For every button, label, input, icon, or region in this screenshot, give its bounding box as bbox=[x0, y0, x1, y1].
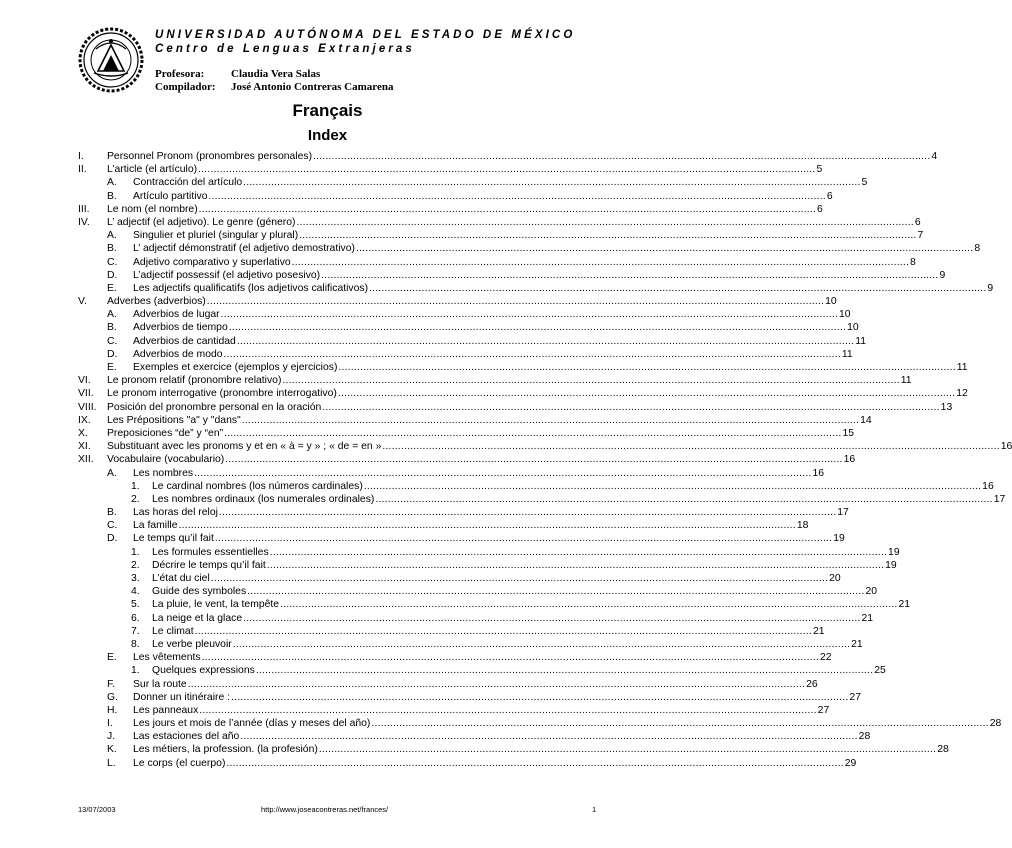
toc-number: D. bbox=[107, 348, 118, 360]
toc-number: VI. bbox=[78, 375, 91, 387]
toc-page-number: 22 bbox=[819, 652, 832, 664]
toc-leader-dots: ........................................................................................................................................................................................................ bbox=[228, 322, 847, 334]
toc-number: 3. bbox=[131, 573, 140, 584]
toc-entry[interactable] bbox=[107, 401, 953, 414]
toc-entry[interactable] bbox=[133, 361, 968, 374]
toc-leader-dots: ........................................................................................................................................................................................................ bbox=[224, 427, 842, 439]
toc-number: D. bbox=[107, 533, 118, 545]
toc-page-number: 16 bbox=[982, 480, 994, 492]
toc-page-number: 13 bbox=[940, 401, 953, 413]
toc-entry-text: Adverbios de cantidad bbox=[133, 335, 236, 347]
toc-number: II. bbox=[78, 164, 87, 176]
toc-entry[interactable] bbox=[133, 678, 818, 691]
toc-row[interactable] bbox=[0, 598, 911, 611]
toc-row[interactable] bbox=[0, 612, 874, 625]
toc-entry[interactable] bbox=[152, 559, 897, 572]
toc-page-number: 11 bbox=[855, 335, 866, 347]
toc-row[interactable] bbox=[0, 308, 851, 321]
toc-row[interactable] bbox=[0, 678, 818, 691]
toc-row[interactable] bbox=[0, 664, 886, 677]
toc-entry[interactable] bbox=[133, 242, 981, 255]
toc-entry-text: Las horas del reloj bbox=[133, 507, 218, 519]
toc-number: B. bbox=[107, 243, 117, 255]
toc-entry-text: La pluie, le vent, la tempête bbox=[152, 599, 280, 611]
toc-number: 1. bbox=[131, 546, 140, 558]
toc-entry-text: Le pronom interrogative (pronombre interrogativo) bbox=[107, 388, 337, 400]
toc-leader-dots: ........................................................................................................................................................................................................ bbox=[231, 691, 849, 703]
toc-entry-text: Adverbios de modo bbox=[133, 348, 223, 360]
toc-page-number: 25 bbox=[874, 665, 886, 677]
toc-row[interactable] bbox=[0, 480, 994, 493]
toc-entry[interactable] bbox=[133, 651, 832, 664]
toc-number: K. bbox=[107, 744, 117, 756]
toc-leader-dots: ........................................................................................................................................................................................................ bbox=[280, 599, 898, 611]
toc-leader-dots: ........................................................................................................................................................................................................ bbox=[220, 309, 839, 321]
toc-page-number: 5 bbox=[861, 177, 868, 189]
toc-page-number: 6 bbox=[914, 216, 921, 228]
toc-number: E. bbox=[107, 362, 117, 373]
toc-row[interactable] bbox=[0, 427, 855, 440]
toc-leader-dots: ........................................................................................................................................................................................................ bbox=[225, 454, 843, 466]
toc-entry[interactable] bbox=[133, 704, 830, 717]
footer-date: 13/07/2003 bbox=[78, 805, 116, 814]
toc-page-number: 16 bbox=[843, 454, 856, 466]
toc-row[interactable] bbox=[0, 743, 949, 756]
index-heading: Index bbox=[307, 127, 348, 144]
toc-number: G. bbox=[107, 691, 118, 703]
toc-entry-text: Les vêtements bbox=[133, 652, 201, 664]
toc-number: XI. bbox=[78, 441, 91, 453]
toc-entry[interactable] bbox=[133, 308, 851, 321]
toc-number: V. bbox=[78, 296, 87, 308]
toc-leader-dots: ........................................................................................................................................................................................................ bbox=[206, 296, 825, 308]
toc-entry[interactable] bbox=[133, 691, 861, 704]
toc-row[interactable] bbox=[0, 572, 841, 585]
toc-page-number: 9 bbox=[987, 282, 994, 294]
toc-leader-dots: ........................................................................................................................................................................................................ bbox=[240, 731, 858, 743]
toc-entry-text: Les nombres ordinaux (los numerales ordinales) bbox=[152, 493, 375, 505]
toc-page-number: 26 bbox=[806, 678, 818, 690]
toc-entry[interactable] bbox=[152, 598, 911, 611]
toc-entry[interactable] bbox=[133, 467, 825, 480]
toc-entry-text: Le nom (el nombre) bbox=[107, 203, 198, 215]
compiler-line bbox=[155, 81, 393, 93]
toc-entry[interactable] bbox=[152, 493, 1006, 506]
footer-page-number: 1 bbox=[592, 805, 597, 814]
toc-number: B. bbox=[107, 507, 117, 519]
toc-entry[interactable] bbox=[107, 295, 837, 308]
toc-row[interactable] bbox=[0, 519, 809, 532]
toc-entry-text: La famille bbox=[133, 520, 178, 532]
toc-leader-dots: ........................................................................................................................................................................................................ bbox=[198, 164, 816, 176]
toc-number: D. bbox=[107, 269, 118, 281]
toc-row[interactable] bbox=[0, 282, 994, 295]
toc-entry-text: L’article (el artículo) bbox=[107, 164, 198, 176]
toc-entry[interactable] bbox=[133, 256, 916, 269]
toc-page-number: 6 bbox=[817, 203, 823, 215]
toc-entry-text: Adverbios de tiempo bbox=[133, 322, 228, 334]
toc-row[interactable] bbox=[0, 295, 837, 308]
toc-page-number: 29 bbox=[844, 757, 857, 769]
toc-entry-text: Quelques expressions bbox=[152, 665, 255, 677]
toc-page-number: 12 bbox=[956, 388, 968, 400]
toc-number: 5. bbox=[131, 599, 140, 611]
toc-page-number: 5 bbox=[816, 164, 823, 176]
toc-number: 2. bbox=[131, 559, 140, 571]
toc-row[interactable] bbox=[0, 348, 853, 361]
toc-number: H. bbox=[107, 704, 118, 716]
toc-entry-text: Substituant avec les pronoms y et en « à = y » ; « de = en » bbox=[107, 441, 382, 453]
professor-label: Profesora: bbox=[155, 68, 205, 80]
toc-entry[interactable] bbox=[107, 150, 938, 163]
toc-row[interactable] bbox=[0, 335, 866, 348]
toc-page-number: 20 bbox=[829, 573, 841, 584]
toc-row[interactable] bbox=[0, 374, 912, 387]
toc-row[interactable] bbox=[0, 440, 1012, 453]
toc-row[interactable] bbox=[0, 150, 938, 163]
toc-row[interactable] bbox=[0, 532, 845, 545]
toc-page-number: 28 bbox=[989, 718, 1002, 730]
toc-page-number: 10 bbox=[847, 322, 859, 334]
toc-entry[interactable] bbox=[107, 453, 856, 466]
toc-leader-dots: ........................................................................................................................................................................................................ bbox=[243, 177, 861, 189]
toc-leader-dots: ........................................................................................................................................................................................................ bbox=[194, 625, 812, 637]
toc-page-number: 21 bbox=[898, 599, 911, 611]
compiler-name: José Antonio Contreras Camarena bbox=[231, 81, 394, 93]
toc-entry-text: L’ adjectif (el adjetivo). Le genre (género) bbox=[107, 216, 296, 228]
toc-row[interactable] bbox=[0, 625, 825, 638]
toc-entry-text: Les panneaux bbox=[133, 704, 199, 716]
toc-entry-text: Le pronom relatif (pronombre relativo) bbox=[107, 375, 282, 387]
toc-number: VII. bbox=[78, 388, 94, 400]
toc-entry[interactable] bbox=[152, 664, 886, 677]
toc-page-number: 17 bbox=[837, 507, 849, 519]
toc-entry[interactable] bbox=[152, 546, 900, 559]
toc-entry-text: Singulier et pluriel (singular y plural) bbox=[133, 230, 299, 242]
toc-row[interactable] bbox=[0, 269, 946, 282]
toc-page-number: 11 bbox=[956, 362, 968, 373]
toc-page-number: 21 bbox=[812, 625, 825, 637]
toc-number: A. bbox=[107, 309, 117, 321]
toc-entry[interactable] bbox=[133, 335, 866, 348]
toc-page-number: 11 bbox=[900, 375, 912, 387]
toc-leader-dots: ........................................................................................................................................................................................................ bbox=[241, 414, 860, 426]
toc-entry[interactable] bbox=[133, 757, 857, 770]
toc-leader-dots: ........................................................................................................................................................................................................ bbox=[371, 718, 989, 730]
toc-number: C. bbox=[107, 256, 118, 268]
toc-entry-text: Exemples et exercice (ejemplos y ejercicios) bbox=[133, 362, 338, 373]
toc-number: B. bbox=[107, 190, 117, 202]
toc-leader-dots: ........................................................................................................................................................................................................ bbox=[198, 203, 817, 215]
toc-leader-dots: ........................................................................................................................................................................................................ bbox=[201, 652, 819, 664]
toc-leader-dots: ........................................................................................................................................................................................................ bbox=[382, 441, 1000, 453]
toc-leader-dots: ........................................................................................................................................................................................................ bbox=[355, 243, 974, 255]
toc-leader-dots: ........................................................................................................................................................................................................ bbox=[218, 507, 837, 519]
toc-entry-text: Le temps qu’il fait bbox=[133, 533, 214, 545]
toc-row[interactable] bbox=[0, 361, 968, 374]
toc-number: XII. bbox=[78, 454, 94, 466]
toc-number: 6. bbox=[131, 612, 140, 624]
toc-row[interactable] bbox=[0, 242, 981, 255]
toc-row[interactable] bbox=[0, 585, 878, 598]
toc-page-number: 10 bbox=[825, 296, 837, 308]
toc-page-number: 19 bbox=[885, 559, 897, 571]
toc-entry-text: L’état du ciel bbox=[152, 573, 210, 584]
toc-number: I. bbox=[107, 718, 113, 730]
toc-page-number: 27 bbox=[849, 691, 861, 703]
footer-url[interactable]: http://www.joseacontreras.net/frances/ bbox=[261, 805, 389, 814]
toc-entry-text: Adjetivo comparativo y superlativo bbox=[133, 256, 291, 268]
toc-entry-text: Le cardinal nombres (los números cardinales) bbox=[152, 480, 363, 492]
toc-leader-dots: ........................................................................................................................................................................................................ bbox=[232, 638, 851, 650]
toc-leader-dots: ........................................................................................................................................................................................................ bbox=[236, 335, 855, 347]
toc-entry-text: Les jours et mois de l’année (días y meses del año) bbox=[133, 718, 371, 730]
toc-entry[interactable] bbox=[133, 190, 833, 203]
toc-entry[interactable] bbox=[133, 506, 849, 519]
toc-row[interactable] bbox=[0, 163, 823, 176]
professor-line bbox=[155, 68, 320, 80]
toc-number: 4. bbox=[131, 586, 140, 598]
toc-row[interactable] bbox=[0, 506, 849, 519]
toc-number: J. bbox=[107, 731, 116, 743]
toc-number: E. bbox=[107, 282, 117, 294]
toc-row[interactable] bbox=[0, 190, 833, 203]
toc-row[interactable] bbox=[0, 467, 825, 480]
toc-entry-text: Adverbes (adverbios) bbox=[107, 296, 206, 308]
toc-leader-dots: ........................................................................................................................................................................................................ bbox=[321, 269, 939, 281]
toc-leader-dots: ........................................................................................................................................................................................................ bbox=[194, 467, 812, 479]
toc-entry[interactable] bbox=[133, 269, 946, 282]
toc-leader-dots: ........................................................................................................................................................................................................ bbox=[296, 216, 914, 228]
toc-entry-text: Preposiciones “de” y “en” bbox=[107, 427, 224, 439]
toc-row[interactable] bbox=[0, 453, 856, 466]
toc-entry[interactable] bbox=[152, 625, 825, 638]
toc-row[interactable] bbox=[0, 730, 871, 743]
toc-page-number: 27 bbox=[817, 704, 830, 716]
toc-number: A. bbox=[107, 467, 117, 479]
toc-number: VIII. bbox=[78, 401, 97, 413]
toc-leader-dots: ........................................................................................................................................................................................................ bbox=[208, 190, 826, 202]
toc-page-number: 14 bbox=[860, 414, 872, 426]
toc-number: A. bbox=[107, 230, 117, 242]
toc-entry-text: Les adjectifs qualificatifs (los adjetivos calificativos) bbox=[133, 282, 369, 294]
professor-name: Claudia Vera Salas bbox=[231, 68, 321, 80]
toc-entry[interactable] bbox=[107, 374, 912, 387]
toc-page-number: 8 bbox=[910, 256, 916, 268]
university-name: UNIVERSIDAD AUTÓNOMA DEL ESTADO DE MÉXICO bbox=[155, 29, 576, 41]
toc-entry-text: Le verbe pleuvoir bbox=[152, 638, 232, 650]
toc-leader-dots: ........................................................................................................................................................................................................ bbox=[178, 520, 796, 532]
toc-entry-text: Guide des symboles bbox=[152, 586, 247, 598]
toc-number: 2. bbox=[131, 493, 140, 505]
toc-entry-text: Artículo partitivo bbox=[133, 190, 208, 202]
toc-number: III. bbox=[78, 203, 90, 215]
toc-number: C. bbox=[107, 335, 118, 347]
toc-entry[interactable] bbox=[133, 743, 949, 756]
toc-leader-dots: ........................................................................................................................................................................................................ bbox=[291, 256, 910, 268]
toc-entry-text: Les nombres bbox=[133, 467, 194, 479]
toc-entry[interactable] bbox=[133, 730, 871, 743]
toc-entry[interactable] bbox=[152, 638, 863, 651]
toc-leader-dots: ........................................................................................................................................................................................................ bbox=[318, 744, 937, 756]
toc-row[interactable] bbox=[0, 229, 924, 242]
toc-number: IX. bbox=[78, 414, 91, 426]
toc-entry[interactable] bbox=[133, 176, 868, 189]
toc-page-number: 4 bbox=[931, 151, 938, 162]
toc-number: I. bbox=[78, 151, 84, 162]
toc-number: 1. bbox=[131, 480, 140, 492]
toc-leader-dots: ........................................................................................................................................................................................................ bbox=[214, 533, 833, 545]
toc-entry-text: Les métiers, la profession. (la profesión) bbox=[133, 744, 318, 756]
toc-entry-text: Le climat bbox=[152, 625, 194, 637]
toc-page-number: 28 bbox=[858, 731, 871, 743]
toc-entry[interactable] bbox=[107, 203, 823, 216]
toc-leader-dots: ........................................................................................................................................................................................................ bbox=[223, 348, 841, 360]
toc-page-number: 21 bbox=[851, 638, 863, 650]
toc-page-number: 9 bbox=[939, 269, 946, 281]
toc-page-number: 16 bbox=[1000, 441, 1012, 453]
toc-page-number: 10 bbox=[839, 309, 851, 321]
toc-leader-dots: ........................................................................................................................................................................................................ bbox=[337, 388, 956, 400]
toc-row[interactable] bbox=[0, 559, 897, 572]
toc-entry-text: Adverbios de lugar bbox=[133, 309, 220, 321]
toc-leader-dots: ........................................................................................................................................................................................................ bbox=[210, 573, 829, 584]
toc-page-number: 6 bbox=[826, 190, 833, 202]
toc-page-number: 19 bbox=[833, 533, 845, 545]
toc-row[interactable] bbox=[0, 717, 1002, 730]
toc-leader-dots: ........................................................................................................................................................................................................ bbox=[282, 375, 900, 387]
toc-row[interactable] bbox=[0, 387, 968, 400]
toc-row[interactable] bbox=[0, 401, 953, 414]
page-title: Français bbox=[292, 101, 363, 120]
toc-entry[interactable] bbox=[107, 387, 968, 400]
toc-leader-dots: ........................................................................................................................................................................................................ bbox=[226, 757, 844, 769]
toc-page-number: 8 bbox=[974, 243, 981, 255]
toc-page-number: 28 bbox=[937, 744, 949, 756]
toc-number: E. bbox=[107, 652, 117, 664]
toc-number: IV. bbox=[78, 216, 90, 228]
toc-entry[interactable] bbox=[152, 572, 841, 585]
toc-row[interactable] bbox=[0, 321, 859, 334]
toc-row[interactable] bbox=[0, 414, 872, 427]
toc-number: F. bbox=[107, 678, 116, 690]
center-name: Centro de Lenguas Extranjeras bbox=[155, 43, 415, 55]
toc-entry[interactable] bbox=[133, 348, 853, 361]
toc-page-number: 17 bbox=[993, 493, 1006, 505]
toc-entry[interactable] bbox=[107, 440, 1012, 453]
toc-entry-text: L’adjectif possessif (el adjetivo posesivo) bbox=[133, 269, 321, 281]
toc-page-number: 11 bbox=[841, 348, 853, 360]
toc-number: A. bbox=[107, 177, 117, 189]
toc-number: 8. bbox=[131, 638, 140, 650]
toc-leader-dots: ........................................................................................................................................................................................................ bbox=[247, 586, 865, 598]
toc-row[interactable] bbox=[0, 691, 861, 704]
toc-entry[interactable] bbox=[133, 717, 1002, 730]
toc-leader-dots: ........................................................................................................................................................................................................ bbox=[266, 559, 885, 571]
table-of-contents bbox=[0, 150, 1012, 770]
toc-entry-text: Personnel Pronom (pronombres personales) bbox=[107, 151, 313, 162]
toc-leader-dots: ........................................................................................................................................................................................................ bbox=[322, 401, 940, 413]
toc-row[interactable] bbox=[0, 216, 921, 229]
toc-entry-text: Les Prépositions "a" y "dans" bbox=[107, 414, 241, 426]
toc-row[interactable] bbox=[0, 203, 823, 216]
toc-entry[interactable] bbox=[107, 414, 872, 427]
toc-number: 1. bbox=[131, 665, 140, 677]
toc-entry-text: Contracción del artículo bbox=[133, 177, 243, 189]
toc-row[interactable] bbox=[0, 493, 1006, 506]
toc-row[interactable] bbox=[0, 651, 832, 664]
toc-page-number: 16 bbox=[812, 467, 825, 479]
toc-leader-dots: ........................................................................................................................................................................................................ bbox=[375, 493, 993, 505]
toc-leader-dots: ........................................................................................................................................................................................................ bbox=[313, 151, 931, 162]
toc-row[interactable] bbox=[0, 256, 916, 269]
toc-leader-dots: ........................................................................................................................................................................................................ bbox=[369, 282, 987, 294]
toc-entry-text: Las estaciones del año bbox=[133, 731, 240, 743]
toc-entry[interactable] bbox=[133, 229, 924, 242]
university-seal-icon bbox=[76, 27, 146, 93]
toc-leader-dots: ........................................................................................................................................................................................................ bbox=[243, 612, 861, 624]
toc-entry-text: La neige et la glace bbox=[152, 612, 243, 624]
toc-number: C. bbox=[107, 520, 118, 532]
toc-entry-text: Sur la route bbox=[133, 678, 187, 690]
toc-entry[interactable] bbox=[107, 427, 855, 440]
toc-number: 7. bbox=[131, 625, 140, 637]
toc-row[interactable] bbox=[0, 546, 900, 559]
toc-entry-text: Le corps (el cuerpo) bbox=[133, 757, 226, 769]
toc-entry[interactable] bbox=[152, 612, 874, 625]
toc-entry[interactable] bbox=[152, 585, 878, 598]
toc-entry-text: Décrire le temps qu’il fait bbox=[152, 559, 266, 571]
toc-entry[interactable] bbox=[107, 216, 921, 229]
toc-row[interactable] bbox=[0, 757, 857, 770]
toc-row[interactable] bbox=[0, 704, 830, 717]
toc-leader-dots: ........................................................................................................................................................................................................ bbox=[199, 704, 817, 716]
toc-page-number: 21 bbox=[861, 612, 874, 624]
toc-entry-text: L’ adjectif démonstratif (el adjetivo demostrativo) bbox=[133, 243, 355, 255]
toc-page-number: 15 bbox=[842, 427, 855, 439]
toc-leader-dots: ........................................................................................................................................................................................................ bbox=[299, 230, 917, 242]
toc-entry-text: Donner un itinéraire : bbox=[133, 691, 231, 703]
toc-entry-text: Vocabulaire (vocabulario) bbox=[107, 454, 225, 466]
toc-number: X. bbox=[78, 427, 88, 439]
toc-leader-dots: ........................................................................................................................................................................................................ bbox=[187, 678, 806, 690]
toc-entry[interactable] bbox=[133, 532, 845, 545]
toc-page-number: 18 bbox=[796, 520, 809, 532]
compiler-label: Compilador: bbox=[155, 81, 216, 93]
toc-page-number: 19 bbox=[888, 546, 900, 558]
toc-row[interactable] bbox=[0, 176, 868, 189]
toc-entry-text: Posición del pronombre personal en la oración bbox=[107, 401, 322, 413]
toc-leader-dots: ........................................................................................................................................................................................................ bbox=[269, 546, 888, 558]
toc-entry-text: Les formules essentielles bbox=[152, 546, 269, 558]
toc-entry[interactable] bbox=[133, 519, 809, 532]
toc-entry[interactable] bbox=[152, 480, 994, 493]
toc-leader-dots: ........................................................................................................................................................................................................ bbox=[363, 480, 982, 492]
toc-page-number: 7 bbox=[917, 230, 924, 242]
toc-entry[interactable] bbox=[107, 163, 823, 176]
toc-leader-dots: ........................................................................................................................................................................................................ bbox=[255, 665, 874, 677]
toc-number: B. bbox=[107, 322, 117, 334]
toc-number: L. bbox=[107, 757, 116, 769]
toc-entry[interactable] bbox=[133, 321, 859, 334]
toc-entry[interactable] bbox=[133, 282, 994, 295]
toc-row[interactable] bbox=[0, 638, 863, 651]
toc-leader-dots: ........................................................................................................................................................................................................ bbox=[338, 362, 956, 373]
toc-page-number: 20 bbox=[865, 586, 878, 598]
